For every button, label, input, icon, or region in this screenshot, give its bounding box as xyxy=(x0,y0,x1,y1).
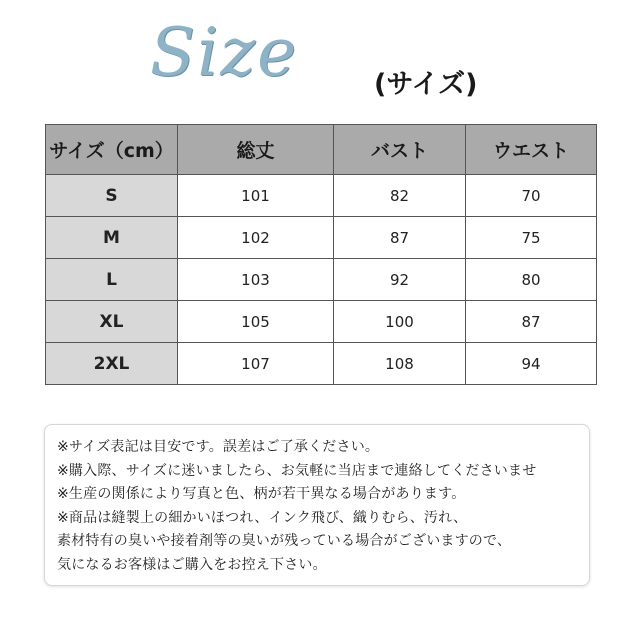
size-chart-table xyxy=(45,124,597,385)
page-title xyxy=(150,14,510,104)
title-script: Size xyxy=(150,14,299,91)
size-cell: S xyxy=(46,175,178,217)
length-cell: 105 xyxy=(178,301,334,343)
table-row xyxy=(46,301,597,343)
bust-cell: 108 xyxy=(334,343,466,385)
bust-cell: 82 xyxy=(334,175,466,217)
size-cell: M xyxy=(46,217,178,259)
note-line: ※サイズ表記は目安です。誤差はご了承ください。 xyxy=(57,439,380,455)
bust-cell: 87 xyxy=(334,217,466,259)
note-line: ※商品は縫製上の細かいほつれ、インク飛び、織りむら、汚れ、 xyxy=(57,509,468,526)
waist-cell: 87 xyxy=(466,301,597,343)
length-cell: 101 xyxy=(178,175,334,217)
note-line: 気になるお客様はご購入をお控え下さい。 xyxy=(57,556,327,573)
waist-cell: 75 xyxy=(466,217,597,259)
header-length: 総丈 xyxy=(178,125,334,175)
title-subtitle: (サイズ) xyxy=(374,69,478,100)
length-cell: 107 xyxy=(178,343,334,385)
note-line: 素材特有の臭いや接着剤等の臭いが残っている場合がございますので、 xyxy=(57,533,512,549)
table-row xyxy=(46,343,597,385)
table-row xyxy=(46,259,597,301)
notes-box xyxy=(44,424,590,586)
size-cell: L xyxy=(46,259,178,301)
waist-cell: 70 xyxy=(466,175,597,217)
table-row xyxy=(46,217,597,259)
length-cell: 102 xyxy=(178,217,334,259)
length-cell: 103 xyxy=(178,259,334,301)
bust-cell: 92 xyxy=(334,259,466,301)
table-header-row xyxy=(46,125,597,175)
size-cell: XL xyxy=(46,301,178,343)
table-row xyxy=(46,175,597,217)
size-cell: 2XL xyxy=(46,343,178,385)
bust-cell: 100 xyxy=(334,301,466,343)
header-size: サイズ（cm） xyxy=(46,125,178,175)
header-waist: ウエスト xyxy=(466,125,597,175)
note-line: ※生産の関係により写真と色、柄が若干異なる場合があります。 xyxy=(57,486,466,502)
header-bust: バスト xyxy=(334,125,466,175)
waist-cell: 94 xyxy=(466,343,597,385)
note-line: ※購入際、サイズに迷いましたら、お気軽に当店まで連絡してくださいませ xyxy=(57,462,537,479)
waist-cell: 80 xyxy=(466,259,597,301)
